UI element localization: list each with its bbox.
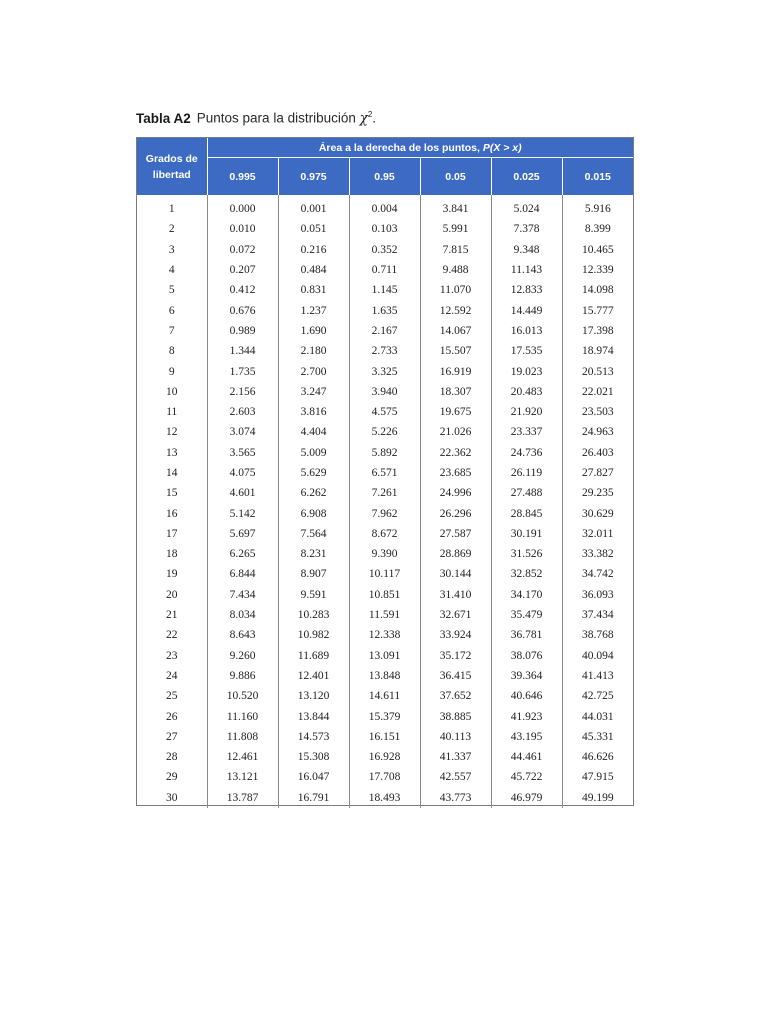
table-caption-text: Puntos para la distribución xyxy=(196,110,356,126)
value-cell: 14.449 xyxy=(491,300,562,320)
value-cell: 15.308 xyxy=(278,747,349,767)
value-cell: 12.401 xyxy=(278,666,349,686)
value-cell: 9.591 xyxy=(278,585,349,605)
value-cell: 30.191 xyxy=(491,524,562,544)
value-cell: 2.180 xyxy=(278,341,349,361)
value-cell: 19.675 xyxy=(420,402,491,422)
value-cell: 32.011 xyxy=(562,524,633,544)
value-cell: 38.076 xyxy=(491,646,562,666)
value-cell: 5.629 xyxy=(278,463,349,483)
value-cell: 26.403 xyxy=(562,443,633,463)
value-cell: 22.362 xyxy=(420,443,491,463)
value-cell: 1.145 xyxy=(349,280,420,300)
value-cell: 14.573 xyxy=(278,727,349,747)
value-cell: 16.151 xyxy=(349,727,420,747)
value-cell: 38.768 xyxy=(562,625,633,645)
df-header xyxy=(137,138,207,195)
value-cell: 0.352 xyxy=(349,240,420,260)
column-header: 0.95 xyxy=(349,158,420,196)
df-cell: 6 xyxy=(168,304,175,317)
value-cell: 8.907 xyxy=(278,564,349,584)
value-cell: 9.886 xyxy=(207,666,278,686)
table-header-row-columns xyxy=(137,158,633,196)
value-cell: 20.513 xyxy=(562,361,633,381)
df-cell: 23 xyxy=(166,649,178,662)
value-cell: 0.484 xyxy=(278,260,349,280)
value-cell: 0.216 xyxy=(278,240,349,260)
value-cell: 0.412 xyxy=(207,280,278,300)
value-cell: 3.074 xyxy=(207,422,278,442)
value-cell: 30.629 xyxy=(562,503,633,523)
value-cell: 24.996 xyxy=(420,483,491,503)
value-cell: 40.646 xyxy=(491,686,562,706)
value-cell: 0.010 xyxy=(207,219,278,239)
chi-exponent: 2 xyxy=(367,110,373,119)
column-header: 0.025 xyxy=(491,158,562,196)
value-cell: 6.571 xyxy=(349,463,420,483)
df-cell: 18 xyxy=(166,548,178,561)
value-cell: 2.603 xyxy=(207,402,278,422)
table-row xyxy=(137,219,633,239)
table-row xyxy=(137,605,633,625)
value-cell: 10.520 xyxy=(207,686,278,706)
value-cell: 8.672 xyxy=(349,524,420,544)
value-cell: 11.808 xyxy=(207,727,278,747)
value-cell: 12.461 xyxy=(207,747,278,767)
value-cell: 37.652 xyxy=(420,686,491,706)
value-cell: 16.047 xyxy=(278,767,349,787)
value-cell: 4.601 xyxy=(207,483,278,503)
value-cell: 1.635 xyxy=(349,300,420,320)
value-cell: 3.565 xyxy=(207,443,278,463)
df-cell: 15 xyxy=(166,487,178,500)
value-cell: 15.379 xyxy=(349,706,420,726)
value-cell: 47.915 xyxy=(562,767,633,787)
df-cell: 14 xyxy=(166,467,178,479)
value-cell: 36.415 xyxy=(420,666,491,686)
value-cell: 1.237 xyxy=(278,300,349,320)
value-cell: 30.144 xyxy=(420,564,491,584)
table-row xyxy=(137,585,633,605)
table-row xyxy=(137,195,633,219)
df-cell: 3 xyxy=(168,243,175,256)
value-cell: 31.410 xyxy=(420,585,491,605)
value-cell: 40.113 xyxy=(420,727,491,747)
value-cell: 34.742 xyxy=(562,564,633,584)
value-cell: 0.001 xyxy=(278,195,349,219)
value-cell: 26.296 xyxy=(420,503,491,523)
value-cell: 0.207 xyxy=(207,260,278,280)
value-cell: 35.479 xyxy=(491,605,562,625)
value-cell: 32.671 xyxy=(420,605,491,625)
df-cell: 20 xyxy=(166,588,178,601)
value-cell: 7.564 xyxy=(278,524,349,544)
table-row xyxy=(137,402,633,422)
value-cell: 10.982 xyxy=(278,625,349,645)
value-cell: 23.685 xyxy=(420,463,491,483)
df-cell: 21 xyxy=(166,609,178,622)
value-cell: 0.072 xyxy=(207,240,278,260)
area-header-formula: P(X > x) xyxy=(482,141,522,154)
df-cell: 25 xyxy=(166,690,178,703)
table-row xyxy=(137,727,633,747)
value-cell: 8.231 xyxy=(278,544,349,564)
table-row xyxy=(137,382,633,402)
value-cell: 3.247 xyxy=(278,382,349,402)
value-cell: 3.816 xyxy=(278,402,349,422)
value-cell: 16.791 xyxy=(278,788,349,808)
value-cell: 5.916 xyxy=(562,195,633,219)
df-cell: 9 xyxy=(168,365,175,378)
value-cell: 11.070 xyxy=(420,280,491,300)
table-header-row-top xyxy=(137,138,633,158)
value-cell: 10.117 xyxy=(349,564,420,584)
value-cell: 41.413 xyxy=(562,666,633,686)
value-cell: 8.643 xyxy=(207,625,278,645)
df-cell: 13 xyxy=(166,446,178,459)
value-cell: 23.337 xyxy=(491,422,562,442)
table-row xyxy=(137,686,633,706)
value-cell: 4.075 xyxy=(207,463,278,483)
value-cell: 5.009 xyxy=(278,443,349,463)
value-cell: 7.815 xyxy=(420,240,491,260)
table-row xyxy=(137,463,633,483)
value-cell: 10.465 xyxy=(562,240,633,260)
table-row xyxy=(137,280,633,300)
value-cell: 24.963 xyxy=(562,422,633,442)
value-cell: 4.575 xyxy=(349,402,420,422)
value-cell: 0.711 xyxy=(349,260,420,280)
value-cell: 3.325 xyxy=(349,361,420,381)
value-cell: 44.031 xyxy=(562,706,633,726)
value-cell: 43.773 xyxy=(420,788,491,808)
value-cell: 31.526 xyxy=(491,544,562,564)
table-row xyxy=(137,240,633,260)
value-cell: 5.226 xyxy=(349,422,420,442)
value-cell: 18.307 xyxy=(420,382,491,402)
table-body xyxy=(137,195,633,808)
value-cell: 42.557 xyxy=(420,767,491,787)
table-row xyxy=(137,625,633,645)
value-cell: 40.094 xyxy=(562,646,633,666)
value-cell: 13.120 xyxy=(278,686,349,706)
value-cell: 26.119 xyxy=(491,463,562,483)
table-row xyxy=(137,767,633,787)
table-row xyxy=(137,788,633,808)
df-cell: 27 xyxy=(166,730,178,743)
value-cell: 21.026 xyxy=(420,422,491,442)
value-cell: 7.962 xyxy=(349,503,420,523)
value-cell: 43.195 xyxy=(491,727,562,747)
value-cell: 0.004 xyxy=(349,195,420,219)
column-header: 0.05 xyxy=(420,158,491,196)
value-cell: 17.535 xyxy=(491,341,562,361)
value-cell: 5.024 xyxy=(491,195,562,219)
value-cell: 17.708 xyxy=(349,767,420,787)
df-cell: 19 xyxy=(166,568,178,581)
value-cell: 39.364 xyxy=(491,666,562,686)
value-cell: 28.869 xyxy=(420,544,491,564)
value-cell: 28.845 xyxy=(491,503,562,523)
df-cell: 1 xyxy=(168,203,175,216)
value-cell: 36.093 xyxy=(562,585,633,605)
value-cell: 13.787 xyxy=(207,788,278,808)
value-cell: 9.260 xyxy=(207,646,278,666)
value-cell: 45.331 xyxy=(562,727,633,747)
value-cell: 6.844 xyxy=(207,564,278,584)
table-row xyxy=(137,646,633,666)
value-cell: 23.503 xyxy=(562,402,633,422)
value-cell: 14.098 xyxy=(562,280,633,300)
value-cell: 2.156 xyxy=(207,382,278,402)
table-row xyxy=(137,361,633,381)
table-row xyxy=(137,341,633,361)
value-cell: 0.989 xyxy=(207,321,278,341)
value-cell: 0.831 xyxy=(278,280,349,300)
value-cell: 49.199 xyxy=(562,788,633,808)
value-cell: 18.974 xyxy=(562,341,633,361)
value-cell: 41.337 xyxy=(420,747,491,767)
table-caption-tag: Tabla A2 xyxy=(136,110,191,126)
value-cell: 7.261 xyxy=(349,483,420,503)
chi-square-table xyxy=(137,138,633,808)
value-cell: 5.892 xyxy=(349,443,420,463)
df-cell: 29 xyxy=(166,771,178,784)
value-cell: 19.023 xyxy=(491,361,562,381)
value-cell: 12.338 xyxy=(349,625,420,645)
value-cell: 11.143 xyxy=(491,260,562,280)
value-cell: 14.067 xyxy=(420,321,491,341)
value-cell: 11.160 xyxy=(207,706,278,726)
value-cell: 18.493 xyxy=(349,788,420,808)
value-cell: 12.592 xyxy=(420,300,491,320)
value-cell: 11.689 xyxy=(278,646,349,666)
value-cell: 21.920 xyxy=(491,402,562,422)
df-cell: 28 xyxy=(166,751,178,764)
column-header: 0.995 xyxy=(207,158,278,196)
column-header: 0.015 xyxy=(562,158,633,196)
value-cell: 35.172 xyxy=(420,646,491,666)
df-header-line2: libertad xyxy=(152,168,191,181)
value-cell: 27.587 xyxy=(420,524,491,544)
table-row xyxy=(137,483,633,503)
table-row xyxy=(137,260,633,280)
value-cell: 2.733 xyxy=(349,341,420,361)
value-cell: 2.167 xyxy=(349,321,420,341)
value-cell: 44.461 xyxy=(491,747,562,767)
value-cell: 12.833 xyxy=(491,280,562,300)
value-cell: 37.434 xyxy=(562,605,633,625)
df-cell: 8 xyxy=(168,345,175,358)
value-cell: 1.690 xyxy=(278,321,349,341)
value-cell: 9.488 xyxy=(420,260,491,280)
value-cell: 29.235 xyxy=(562,483,633,503)
value-cell: 6.908 xyxy=(278,503,349,523)
value-cell: 4.404 xyxy=(278,422,349,442)
value-cell: 3.940 xyxy=(349,382,420,402)
value-cell: 8.034 xyxy=(207,605,278,625)
df-cell: 2 xyxy=(168,223,175,236)
table-caption xyxy=(136,110,376,127)
value-cell: 13.848 xyxy=(349,666,420,686)
value-cell: 5.697 xyxy=(207,524,278,544)
value-cell: 46.626 xyxy=(562,747,633,767)
table-row xyxy=(137,422,633,442)
df-cell: 17 xyxy=(166,527,178,540)
value-cell: 27.488 xyxy=(491,483,562,503)
value-cell: 5.991 xyxy=(420,219,491,239)
value-cell: 9.348 xyxy=(491,240,562,260)
value-cell: 10.283 xyxy=(278,605,349,625)
df-cell: 11 xyxy=(166,406,178,419)
value-cell: 20.483 xyxy=(491,382,562,402)
value-cell: 9.390 xyxy=(349,544,420,564)
table-row xyxy=(137,544,633,564)
chi-square-table-frame xyxy=(136,137,634,806)
value-cell: 33.382 xyxy=(562,544,633,564)
value-cell: 13.844 xyxy=(278,706,349,726)
value-cell: 7.434 xyxy=(207,585,278,605)
value-cell: 32.852 xyxy=(491,564,562,584)
df-cell: 16 xyxy=(166,507,178,520)
value-cell: 1.344 xyxy=(207,341,278,361)
value-cell: 0.051 xyxy=(278,219,349,239)
value-cell: 6.262 xyxy=(278,483,349,503)
chi-symbol: χ xyxy=(359,110,368,127)
area-header xyxy=(207,138,633,158)
value-cell: 15.777 xyxy=(562,300,633,320)
table-row xyxy=(137,706,633,726)
value-cell: 8.399 xyxy=(562,219,633,239)
value-cell: 6.265 xyxy=(207,544,278,564)
df-cell: 22 xyxy=(166,629,178,642)
df-header-line1: Grados de xyxy=(145,152,198,165)
table-row xyxy=(137,666,633,686)
column-header: 0.975 xyxy=(278,158,349,196)
value-cell: 0.103 xyxy=(349,219,420,239)
value-cell: 3.841 xyxy=(420,195,491,219)
table-row xyxy=(137,300,633,320)
table-row xyxy=(137,321,633,341)
table-row xyxy=(137,503,633,523)
value-cell: 46.979 xyxy=(491,788,562,808)
value-cell: 45.722 xyxy=(491,767,562,787)
value-cell: 12.339 xyxy=(562,260,633,280)
df-cell: 12 xyxy=(166,426,178,439)
df-cell: 5 xyxy=(168,284,175,297)
value-cell: 0.000 xyxy=(207,195,278,219)
df-cell: 26 xyxy=(166,710,178,723)
table-row xyxy=(137,564,633,584)
value-cell: 34.170 xyxy=(491,585,562,605)
table-row xyxy=(137,524,633,544)
value-cell: 11.591 xyxy=(349,605,420,625)
value-cell: 5.142 xyxy=(207,503,278,523)
df-cell: 10 xyxy=(166,385,178,398)
value-cell: 16.013 xyxy=(491,321,562,341)
value-cell: 13.091 xyxy=(349,646,420,666)
value-cell: 27.827 xyxy=(562,463,633,483)
value-cell: 14.611 xyxy=(349,686,420,706)
table-row xyxy=(137,747,633,767)
value-cell: 10.851 xyxy=(349,585,420,605)
df-cell: 7 xyxy=(168,324,175,337)
value-cell: 2.700 xyxy=(278,361,349,381)
value-cell: 13.121 xyxy=(207,767,278,787)
df-cell: 30 xyxy=(166,791,178,804)
value-cell: 16.928 xyxy=(349,747,420,767)
area-header-prefix: Área a la derecha de los puntos, xyxy=(318,141,483,154)
value-cell: 24.736 xyxy=(491,443,562,463)
caption-end: . xyxy=(372,110,377,126)
df-cell: 24 xyxy=(166,669,178,682)
value-cell: 42.725 xyxy=(562,686,633,706)
value-cell: 1.735 xyxy=(207,361,278,381)
value-cell: 22.021 xyxy=(562,382,633,402)
value-cell: 33.924 xyxy=(420,625,491,645)
value-cell: 38.885 xyxy=(420,706,491,726)
value-cell: 17.398 xyxy=(562,321,633,341)
table-row xyxy=(137,443,633,463)
value-cell: 0.676 xyxy=(207,300,278,320)
value-cell: 7.378 xyxy=(491,219,562,239)
value-cell: 16.919 xyxy=(420,361,491,381)
value-cell: 41.923 xyxy=(491,706,562,726)
df-cell: 4 xyxy=(168,264,175,277)
value-cell: 15.507 xyxy=(420,341,491,361)
value-cell: 36.781 xyxy=(491,625,562,645)
